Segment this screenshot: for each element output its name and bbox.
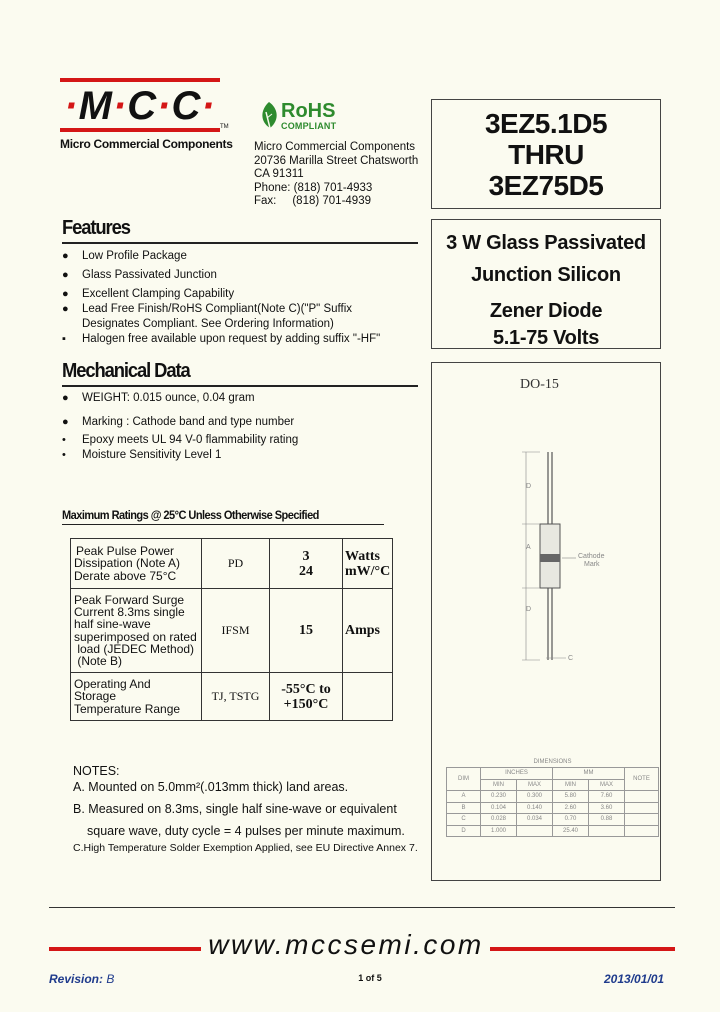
table-row	[71, 673, 393, 721]
company-address	[254, 141, 418, 209]
list-item: ● Low Profile Package	[62, 250, 187, 262]
mechanical-underline	[62, 385, 418, 387]
features-heading: Features	[62, 217, 130, 239]
rating-description: Operating And Storage Temperature Range	[71, 673, 202, 721]
list-item: ● Lead Free Finish/RoHS Compliant(Note C)("P" Suffix	[62, 303, 352, 315]
rating-description: Peak Pulse Power Dissipation (Note A) Derate above 75°C	[71, 539, 202, 589]
rating-value: -55°C to +150°C	[270, 673, 343, 721]
features-list	[62, 250, 380, 348]
logo-top-bar	[60, 78, 220, 82]
cathode-mark-label: Cathode Mark	[578, 553, 605, 568]
note-c: C.High Temperature Solder Exemption Applied, see EU Directive Annex 7.	[73, 842, 418, 854]
list-item: • Epoxy meets UL 94 V-0 flammability rating	[62, 434, 299, 446]
table-header: MIN	[481, 779, 517, 791]
list-item: ● Glass Passivated Junction	[62, 269, 217, 281]
table-header: MAX	[589, 779, 625, 791]
rohs-leaf-icon	[258, 100, 280, 132]
page-number: 1 of 5	[358, 973, 382, 983]
table-header: INCHES	[481, 768, 553, 780]
list-item: ▪ Halogen free available upon request by adding suffix "-HF"	[62, 333, 381, 345]
address-line: 20736 Marilla Street Chatsworth	[254, 154, 419, 167]
phone-line: Phone: (818) 701-4933	[254, 181, 373, 194]
mechanical-heading: Mechanical Data	[62, 360, 190, 382]
rating-value: 3 24	[270, 539, 343, 589]
description-line: Zener Diode	[489, 300, 603, 322]
table-row: C 0.028 0.034 0.70 0.88	[447, 814, 659, 826]
footer-red-bar-right	[490, 947, 675, 951]
list-item: Designates Compliant. See Ordering Information)	[82, 318, 334, 330]
part-number-thru: THRU	[508, 139, 584, 170]
table-row: D 1.000 25.40	[447, 825, 659, 837]
logo-bottom-bar	[60, 128, 220, 132]
note-b-line2: square wave, duty cycle = 4 pulses per minute maximum.	[87, 824, 405, 838]
footer-red-bar-left	[49, 947, 201, 951]
rating-unit: Watts mW/°C	[343, 539, 393, 589]
trademark: TM	[220, 124, 229, 130]
dim-letter-d-bottom: D	[526, 606, 532, 613]
dimensions-table	[446, 756, 659, 837]
rohs-title: RoHS	[281, 100, 336, 122]
description-box	[431, 219, 661, 349]
rating-unit: Amps	[343, 589, 393, 673]
list-item: ● WEIGHT: 0.015 ounce, 0.04 gram	[62, 392, 255, 404]
description-line: 3 W Glass Passivated	[446, 232, 646, 254]
features-underline	[62, 242, 418, 244]
dimensions-title: DIMENSIONS	[447, 756, 659, 768]
part-number-start: 3EZ5.1D5	[484, 108, 608, 139]
table-header: MAX	[517, 779, 553, 791]
table-header: MM	[553, 768, 625, 780]
description-line: Junction Silicon	[471, 264, 621, 286]
dim-letter-c: C	[568, 655, 574, 662]
dim-letter-a: A	[526, 544, 531, 551]
fax-line: Fax: (818) 701-4939	[254, 195, 371, 208]
list-item: ● Marking : Cathode band and type number	[62, 416, 295, 428]
table-row	[71, 589, 393, 673]
ratings-heading: Maximum Ratings @ 25°C Unless Otherwise Specified	[62, 508, 319, 522]
table-header: MIN	[553, 779, 589, 791]
rating-unit	[343, 673, 393, 721]
ratings-underline	[62, 524, 384, 525]
part-number-box	[431, 99, 661, 209]
table-row	[71, 539, 393, 589]
description-line: 5.1-75 Volts	[492, 327, 600, 349]
table-row: A 0.230 0.300 5.80 7.60	[447, 791, 659, 803]
list-item: • Moisture Sensitivity Level 1	[62, 449, 222, 461]
address-line: CA 91311	[254, 168, 304, 181]
website-link[interactable]: www.mccsemi.com	[208, 929, 484, 960]
rating-symbol: PD	[202, 539, 270, 589]
logo-subtitle: Micro Commercial Components	[60, 137, 233, 151]
revision-date: 2013/01/01	[604, 972, 665, 986]
rating-value: 15	[270, 589, 343, 673]
table-row	[447, 768, 659, 780]
rating-description: Peak Forward Surge Current 8.3ms single half sine-wave superimposed on rated load (JEDEC Method) (Note B)	[71, 589, 202, 673]
list-item: ● Excellent Clamping Capability	[62, 288, 235, 300]
mcc-logo: ·M·C·C·	[64, 84, 216, 128]
part-number-end: 3EZ75D5	[488, 170, 604, 201]
table-row: B 0.104 0.140 2.60 3.60	[447, 802, 659, 814]
package-label: DO-15	[520, 377, 559, 392]
notes-heading: NOTES:	[73, 764, 120, 778]
address-line: Micro Commercial Components	[254, 141, 416, 153]
note-b-line1: B. Measured on 8.3ms, single half sine-wave or equivalent	[73, 802, 397, 816]
dim-letter-d-top: D	[526, 483, 532, 490]
table-header: DIM	[447, 768, 481, 791]
footer-divider	[49, 907, 675, 908]
ratings-table	[70, 538, 393, 721]
rating-symbol: IFSM	[202, 589, 270, 673]
rohs-subtitle: COMPLIANT	[281, 121, 337, 131]
table-row	[447, 756, 659, 768]
table-header: NOTE	[625, 768, 659, 791]
mechanical-list	[62, 392, 298, 464]
rating-symbol: TJ, TSTG	[202, 673, 270, 721]
note-a: A. Mounted on 5.0mm²(.013mm thick) land areas.	[73, 780, 349, 794]
revision-info: Revision: B	[49, 972, 115, 986]
